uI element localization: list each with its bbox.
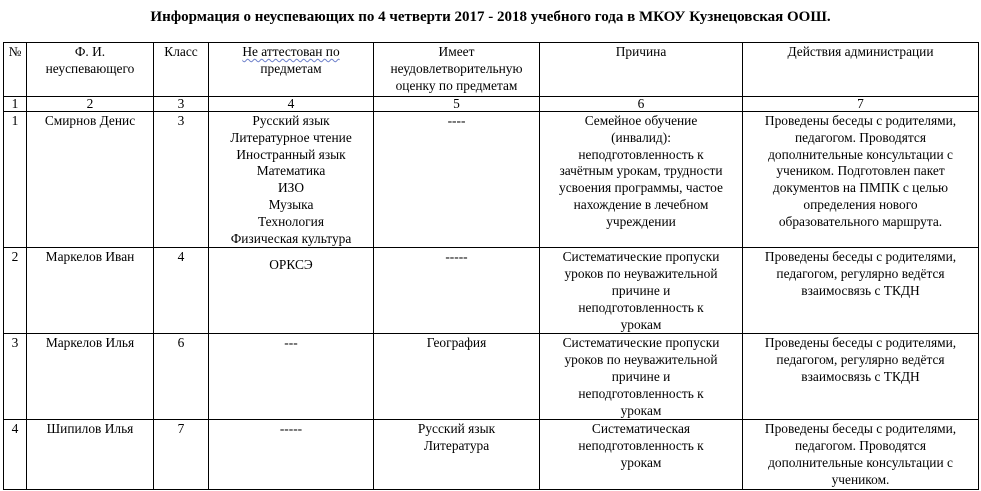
header-unsatisfactory-line: оценку по предметам [395,77,518,93]
reason-line: неподготовленность к [578,438,704,454]
table-row [4,420,979,489]
reason-line: Систематическая [591,421,691,437]
header-not-certified-line: предметам [260,60,322,76]
row-number: 4 [4,420,27,489]
reason [540,248,743,334]
reason-line: Семейное обучение [584,113,698,128]
subject: Физическая культура [230,230,352,246]
action-line: Проведены беседы с родителями, [764,421,957,437]
subject: Русский язык [252,113,330,128]
not-certified-subjects [209,112,374,248]
reason [540,112,743,248]
header-unsatisfactory-line: Имеет [438,44,475,59]
header-unsatisfactory [374,43,540,97]
action-line: определения нового [803,196,918,212]
reason-line: уроков по неуважительной [564,266,718,282]
not-certified-subjects [209,334,374,420]
column-numbers-row [4,97,979,112]
not-certified-subjects [209,248,374,334]
reason-line: нахождение в лечебном [573,196,709,212]
reason-line: неподготовленность к [578,299,704,315]
action-line: учеником. [831,471,890,487]
reason-line: Систематические пропуски [562,249,720,265]
subject: Технология [257,213,324,229]
column-number: 7 [743,97,979,112]
reason-line: причине и [611,282,671,298]
header-actions: Действия администрации [743,43,979,97]
subject: Иностранный язык [236,146,346,162]
student-class: 4 [154,248,209,334]
reason-line: усвоения программы, частое [559,180,723,196]
unsatisfactory-subjects [374,420,540,489]
header-not-certified-text: Не аттестован по [242,44,340,59]
header-num: № [4,43,27,97]
subject: Математика [256,163,326,179]
action-line: Проведены беседы с родителями, [764,113,957,128]
document-title: Информация о неуспевающих по 4 четверти 2017 - 2018 учебного года в МКОУ Кузнецовская ООШ. [150,9,831,25]
action-line: дополнительные консультации с [768,146,953,162]
action-line: взаимосвязь с ТКДН [801,282,920,298]
student-class: 7 [154,420,209,489]
reason-line: уроков по неуважительной [564,352,718,368]
column-number: 6 [540,97,743,112]
column-number: 1 [4,97,27,112]
column-number: 5 [374,97,540,112]
reason-line: неподготовленность к [578,146,704,162]
action-line: взаимосвязь с ТКДН [801,368,920,384]
subject: ---- [447,113,466,128]
column-number: 2 [27,97,154,112]
header-row [4,43,979,97]
subject: ----- [279,421,303,437]
student-name: Смирнов Денис [27,112,154,248]
subject: Музыка [268,196,314,212]
reason-line: неподготовленность к [578,385,704,401]
reason-line: причине и [611,368,671,384]
subject: ----- [445,249,468,265]
header-not-certified-line [211,44,371,61]
subject: ИЗО [277,180,305,196]
action-line: педагогом. Проводятся [794,129,926,145]
not-certified-subjects [209,420,374,489]
reason-line: урокам [620,402,662,418]
header-class: Класс [154,43,209,97]
header-name-line: Ф. И. [74,44,106,59]
header-name-line: неуспевающего [45,60,135,76]
administration-actions [743,112,979,248]
row-number: 3 [4,334,27,420]
table-row [4,112,979,248]
column-number: 3 [154,97,209,112]
action-line: Проведены беседы с родителями, [764,249,957,265]
reason-line: учреждении [606,213,676,229]
header-name [27,43,154,97]
unsatisfactory-subjects [374,112,540,248]
reason [540,420,743,489]
subject: ОРКСЭ [269,257,313,273]
unsatisfactory-subjects [374,334,540,420]
student-name: Маркелов Иван [27,248,154,334]
administration-actions [743,420,979,489]
action-line: документов на ПМПК с целью [772,180,949,196]
subject: Литература [423,438,490,454]
action-line: Проведены беседы с родителями, [764,335,957,351]
action-line: педагогом. Проводятся [794,438,926,454]
row-number: 1 [4,112,27,248]
student-class: 6 [154,334,209,420]
header-not-certified [209,43,374,97]
subject: Русский язык [417,421,496,437]
subject: География [426,335,487,351]
reason-line: Систематические пропуски [562,335,720,351]
reason-line: (инвалид): [611,129,671,145]
header-reason: Причина [540,43,743,97]
reason-line: урокам [620,316,662,332]
action-line: образовательного маршрута. [778,213,943,229]
subject: Литературное чтение [230,129,352,145]
reason-line: урокам [620,454,662,470]
subject: --- [284,335,298,351]
student-class: 3 [154,112,209,248]
action-line: педагогом, регулярно ведётся [776,266,945,282]
column-number: 4 [209,97,374,112]
student-name: Маркелов Илья [27,334,154,420]
action-line: учеником. Подготовлен пакет [776,163,945,179]
reason [540,334,743,420]
administration-actions [743,248,979,334]
underperforming-students-table [3,42,979,490]
row-number: 2 [4,248,27,334]
administration-actions [743,334,979,420]
reason-line: зачётным урокам, трудности [559,163,723,179]
student-name: Шипилов Илья [27,420,154,489]
action-line: педагогом, регулярно ведётся [776,352,945,368]
header-unsatisfactory-line: неудовлетворительную [390,60,523,76]
table-row [4,334,979,420]
table-row [4,248,979,334]
unsatisfactory-subjects [374,248,540,334]
action-line: дополнительные консультации с [768,454,953,470]
